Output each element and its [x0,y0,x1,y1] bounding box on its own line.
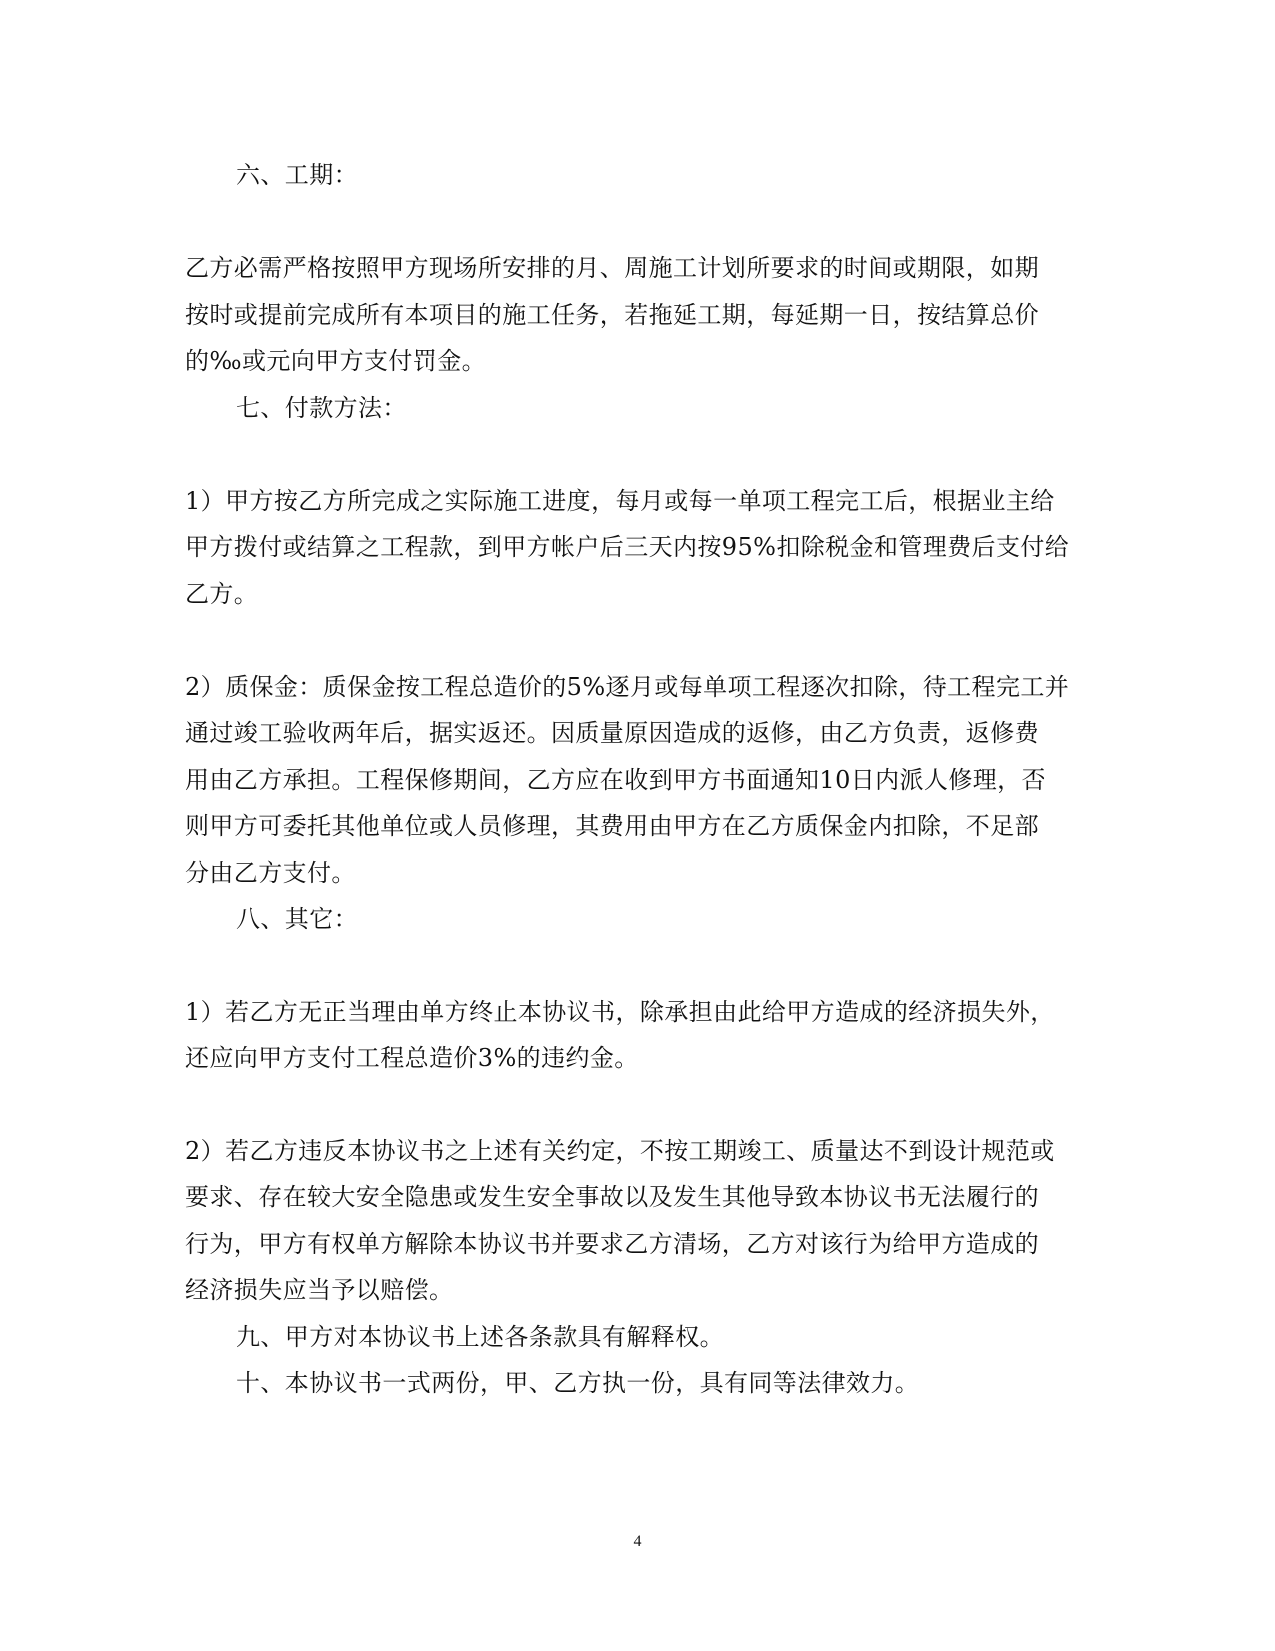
paragraph-line: 甲方拨付或结算之工程款，到甲方帐户后三天内按95%扣除税金和管理费后支付给 [185,533,1070,561]
paragraph-line: 1）若乙方无正当理由单方终止本协议书，除承担由此给甲方造成的经济损失外， [185,998,1055,1026]
paragraph-line: 乙方必需严格按照甲方现场所安排的月、周施工计划所要求的时间或期限，如期 [185,254,1039,282]
paragraph-line: 用由乙方承担。工程保修期间，乙方应在收到甲方书面通知10日内派人修理，否 [185,766,1046,794]
page-number: 4 [633,1533,642,1550]
section-heading-other: 八、其它： [236,905,358,933]
paragraph-line: 则甲方可委托其他单位或人员修理，其费用由甲方在乙方质保金内扣除，不足部 [185,812,1039,840]
section-heading-interpretation: 九、甲方对本协议书上述各条款具有解释权。 [236,1323,724,1351]
paragraph-line: 2）质保金：质保金按工程总造价的5%逐月或每单项工程逐次扣除，待工程完工并 [185,673,1070,701]
paragraph-line: 要求、存在较大安全隐患或发生安全事故以及发生其他导致本协议书无法履行的 [185,1183,1039,1211]
paragraph-line: 行为，甲方有权单方解除本协议书并要求乙方清场，乙方对该行为给甲方造成的 [185,1230,1039,1258]
paragraph-line: 的‰或元向甲方支付罚金。 [185,347,487,375]
paragraph-line: 按时或提前完成所有本项目的施工任务，若拖延工期，每延期一日，按结算总价 [185,301,1039,329]
paragraph-line: 分由乙方支付。 [185,859,356,887]
paragraph-line: 经济损失应当予以赔偿。 [185,1276,454,1304]
paragraph-line: 1）甲方按乙方所完成之实际施工进度，每月或每一单项工程完工后，根据业主给 [185,487,1055,515]
paragraph-line: 乙方。 [185,580,259,608]
section-heading-copies: 十、本协议书一式两份，甲、乙方执一份，具有同等法律效力。 [236,1369,920,1397]
paragraph-line: 2）若乙方违反本协议书之上述有关约定，不按工期竣工、质量达不到设计规范或 [185,1137,1055,1165]
section-heading-schedule: 六、工期： [236,161,358,189]
section-heading-payment: 七、付款方法： [236,394,407,422]
paragraph-line: 通过竣工验收两年后，据实返还。因质量原因造成的返修，由乙方负责，返修费 [185,719,1039,747]
paragraph-line: 还应向甲方支付工程总造价3%的违约金。 [185,1044,639,1072]
